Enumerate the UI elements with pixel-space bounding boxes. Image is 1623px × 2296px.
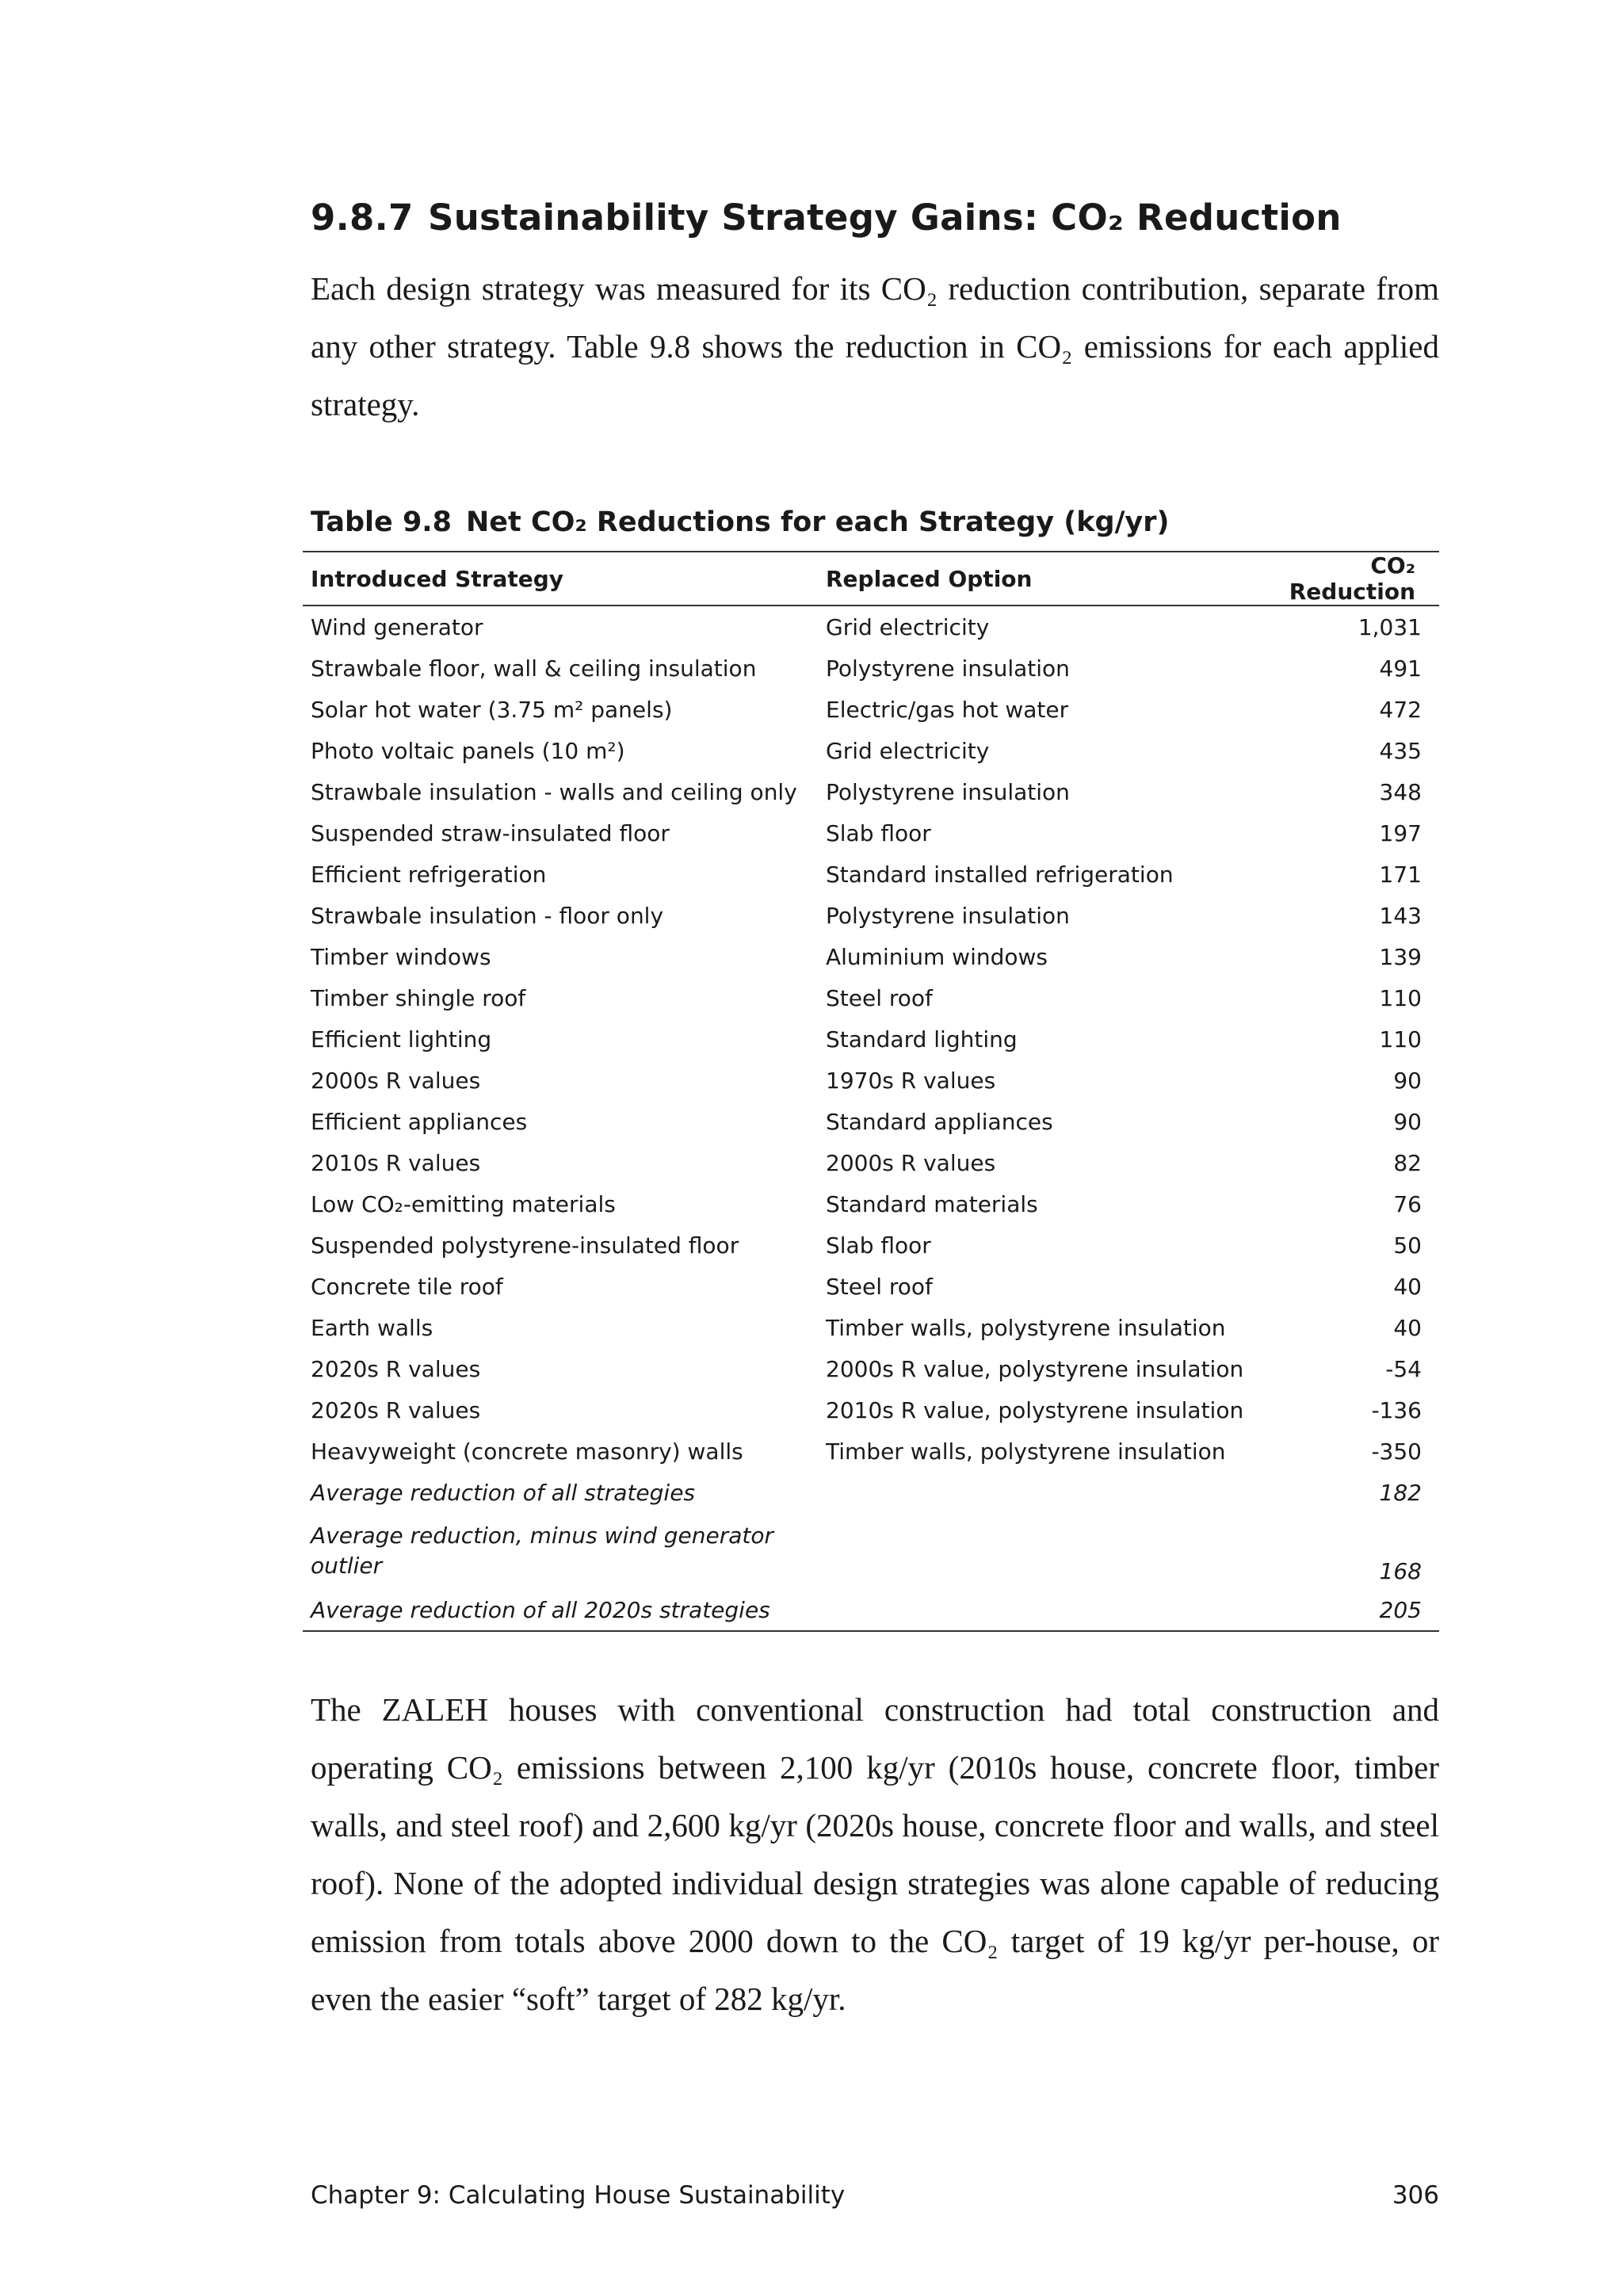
- table-row: [303, 1060, 1439, 1101]
- cell-co2-reduction: 171: [1379, 861, 1422, 888]
- cell-co2-reduction: -350: [1371, 1438, 1422, 1465]
- cell-replaced-option: Standard materials: [826, 1190, 1038, 1217]
- cell-co2-reduction: 90: [1393, 1067, 1422, 1094]
- cell-replaced-option: Standard lighting: [826, 1026, 1018, 1052]
- cell-introduced-strategy: Efficient lighting: [311, 1026, 492, 1052]
- cell-co2-reduction: -54: [1385, 1355, 1422, 1382]
- cell-introduced-strategy: Suspended straw-insulated floor: [311, 819, 670, 846]
- cell-replaced-option: Timber walls, polystyrene insulation: [826, 1314, 1226, 1341]
- cell-introduced-strategy: 2020s R values: [311, 1355, 481, 1382]
- table-caption-number: Table 9.8: [311, 506, 452, 538]
- cell-introduced-strategy: Photo voltaic panels (10 m²): [311, 737, 625, 764]
- summary-empty-cell: [818, 1589, 1270, 1631]
- summary-row: [303, 1472, 1439, 1513]
- cell-introduced-strategy: Heavyweight (concrete masonry) walls: [311, 1438, 743, 1465]
- cell-co2-reduction: 90: [1393, 1108, 1422, 1135]
- summary-value: 182: [1379, 1479, 1422, 1506]
- intro-paragraph: Each design strategy was measured for its CO₂ reduction contribution, separate from any other strategy. Table 9.8 shows the reduction in CO₂ emissions for each applied strategy.: [311, 270, 1439, 422]
- cell-replaced-option: Steel roof: [826, 984, 933, 1011]
- cell-replaced-option: Standard appliances: [826, 1108, 1053, 1135]
- table-row: [303, 606, 1439, 648]
- cell-introduced-strategy: 2010s R values: [311, 1149, 481, 1176]
- page-footer: [311, 2181, 1439, 2210]
- cell-replaced-option: 2010s R value, polystyrene insulation: [826, 1396, 1244, 1423]
- cell-co2-reduction: 139: [1379, 943, 1422, 970]
- cell-co2-reduction: 197: [1379, 819, 1422, 846]
- summary-row: [303, 1513, 1439, 1589]
- cell-replaced-option: Steel roof: [826, 1273, 933, 1300]
- table-row: [303, 689, 1439, 730]
- cell-introduced-strategy: Concrete tile roof: [311, 1273, 503, 1300]
- header-replaced-option: Replaced Option: [826, 565, 1033, 592]
- table-header-row: [303, 552, 1439, 606]
- table-caption: [311, 499, 1439, 546]
- cell-replaced-option: Slab floor: [826, 819, 931, 846]
- cell-introduced-strategy: Low CO₂-emitting materials: [311, 1190, 616, 1217]
- table-row: [303, 1389, 1439, 1431]
- cell-replaced-option: Polystyrene insulation: [826, 655, 1070, 682]
- cell-replaced-option: 2000s R values: [826, 1149, 996, 1176]
- cell-co2-reduction: -136: [1371, 1396, 1422, 1423]
- cell-replaced-option: 2000s R value, polystyrene insulation: [826, 1355, 1244, 1382]
- cell-replaced-option: Standard installed refrigeration: [826, 861, 1174, 888]
- summary-label: Average reduction of all strategies: [311, 1479, 696, 1506]
- cell-replaced-option: Aluminium windows: [826, 943, 1048, 970]
- table-row: [303, 977, 1439, 1018]
- cell-co2-reduction: 472: [1379, 696, 1422, 723]
- section-heading: [311, 190, 1439, 246]
- cell-co2-reduction: 143: [1379, 902, 1422, 929]
- table-row: [303, 730, 1439, 771]
- table-row: [303, 771, 1439, 812]
- cell-replaced-option: Timber walls, polystyrene insulation: [826, 1438, 1226, 1465]
- footer-page-number: 306: [1392, 2181, 1439, 2210]
- section-title: Sustainability Strategy Gains: CO₂ Reduction: [428, 197, 1342, 239]
- cell-introduced-strategy: Wind generator: [311, 613, 483, 640]
- cell-introduced-strategy: Solar hot water (3.75 m² panels): [311, 696, 673, 723]
- cell-co2-reduction: 491: [1379, 655, 1422, 682]
- summary-row: [303, 1589, 1439, 1631]
- cell-replaced-option: Electric/gas hot water: [826, 696, 1069, 723]
- cell-replaced-option: Grid electricity: [826, 613, 990, 640]
- cell-replaced-option: Slab floor: [826, 1232, 931, 1259]
- cell-introduced-strategy: Strawbale insulation - floor only: [311, 902, 664, 929]
- cell-replaced-option: 1970s R values: [826, 1067, 996, 1094]
- cell-introduced-strategy: Earth walls: [311, 1314, 433, 1341]
- cell-co2-reduction: 82: [1393, 1149, 1422, 1176]
- cell-co2-reduction: 110: [1379, 1026, 1422, 1052]
- cell-co2-reduction: 40: [1393, 1273, 1422, 1300]
- cell-introduced-strategy: Efficient appliances: [311, 1108, 528, 1135]
- cell-co2-reduction: 40: [1393, 1314, 1422, 1341]
- cell-introduced-strategy: Strawbale insulation - walls and ceiling only: [311, 778, 797, 805]
- cell-replaced-option: Polystyrene insulation: [826, 902, 1070, 929]
- footer-chapter: Chapter 9: Calculating House Sustainability: [311, 2181, 846, 2210]
- cell-introduced-strategy: Timber shingle roof: [311, 984, 526, 1011]
- section-number: 9.8.7: [311, 197, 414, 239]
- summary-label: Average reduction, minus wind generator outlier: [311, 1522, 774, 1579]
- body-paragraph: The ZALEH houses with conventional construction had total construction and operating CO₂ emissions between 2,100 kg/yr (2010s house, concrete floor, timber walls, and steel roof) and 2,600 kg/yr (2020s house, concrete floor and walls, and steel roof). None of the adopted individual design strategies was alone capable of reducing emission from totals above 2000 down to the CO₂ target of 19 kg/yr per-house, or even the easier “soft” target of 282 kg/yr.: [311, 1691, 1439, 2017]
- cell-introduced-strategy: Efficient refrigeration: [311, 861, 547, 888]
- table-row: [303, 1224, 1439, 1266]
- table-body: [303, 606, 1439, 1631]
- cell-replaced-option: Polystyrene insulation: [826, 778, 1070, 805]
- table-row: [303, 1101, 1439, 1142]
- cell-introduced-strategy: 2020s R values: [311, 1396, 481, 1423]
- summary-empty-cell: [818, 1513, 1270, 1589]
- table-row: [303, 895, 1439, 936]
- table-row: [303, 1266, 1439, 1307]
- cell-co2-reduction: 50: [1393, 1232, 1422, 1259]
- cell-replaced-option: Grid electricity: [826, 737, 990, 764]
- table-row: [303, 1183, 1439, 1224]
- table-row: [303, 1142, 1439, 1183]
- cell-co2-reduction: 435: [1379, 737, 1422, 764]
- cell-introduced-strategy: Strawbale floor, wall & ceiling insulation: [311, 655, 757, 682]
- cell-introduced-strategy: 2000s R values: [311, 1067, 481, 1094]
- summary-value: 168: [1379, 1558, 1422, 1584]
- header-introduced-strategy: Introduced Strategy: [311, 565, 564, 592]
- table-row: [303, 1431, 1439, 1472]
- cell-introduced-strategy: Timber windows: [311, 943, 491, 970]
- summary-label: Average reduction of all 2020s strategies: [311, 1596, 770, 1623]
- table-caption-title: Net CO₂ Reductions for each Strategy (kg/yr): [466, 506, 1170, 538]
- summary-empty-cell: [818, 1472, 1270, 1513]
- cell-co2-reduction: 76: [1393, 1190, 1422, 1217]
- table-row: [303, 1307, 1439, 1348]
- page-content: [311, 190, 1439, 2028]
- cell-co2-reduction: 348: [1379, 778, 1422, 805]
- table-row: [303, 854, 1439, 895]
- table-row: [303, 812, 1439, 854]
- cell-co2-reduction: 110: [1379, 984, 1422, 1011]
- table-row: [303, 648, 1439, 689]
- co2-reduction-table: [303, 551, 1439, 1632]
- table-row: [303, 1018, 1439, 1060]
- table-row: [303, 936, 1439, 977]
- summary-value: 205: [1379, 1596, 1422, 1623]
- header-co2-reduction: CO₂ Reduction: [1289, 552, 1415, 605]
- cell-co2-reduction: 1,031: [1358, 613, 1422, 640]
- cell-introduced-strategy: Suspended polystyrene-insulated floor: [311, 1232, 739, 1259]
- table-row: [303, 1348, 1439, 1389]
